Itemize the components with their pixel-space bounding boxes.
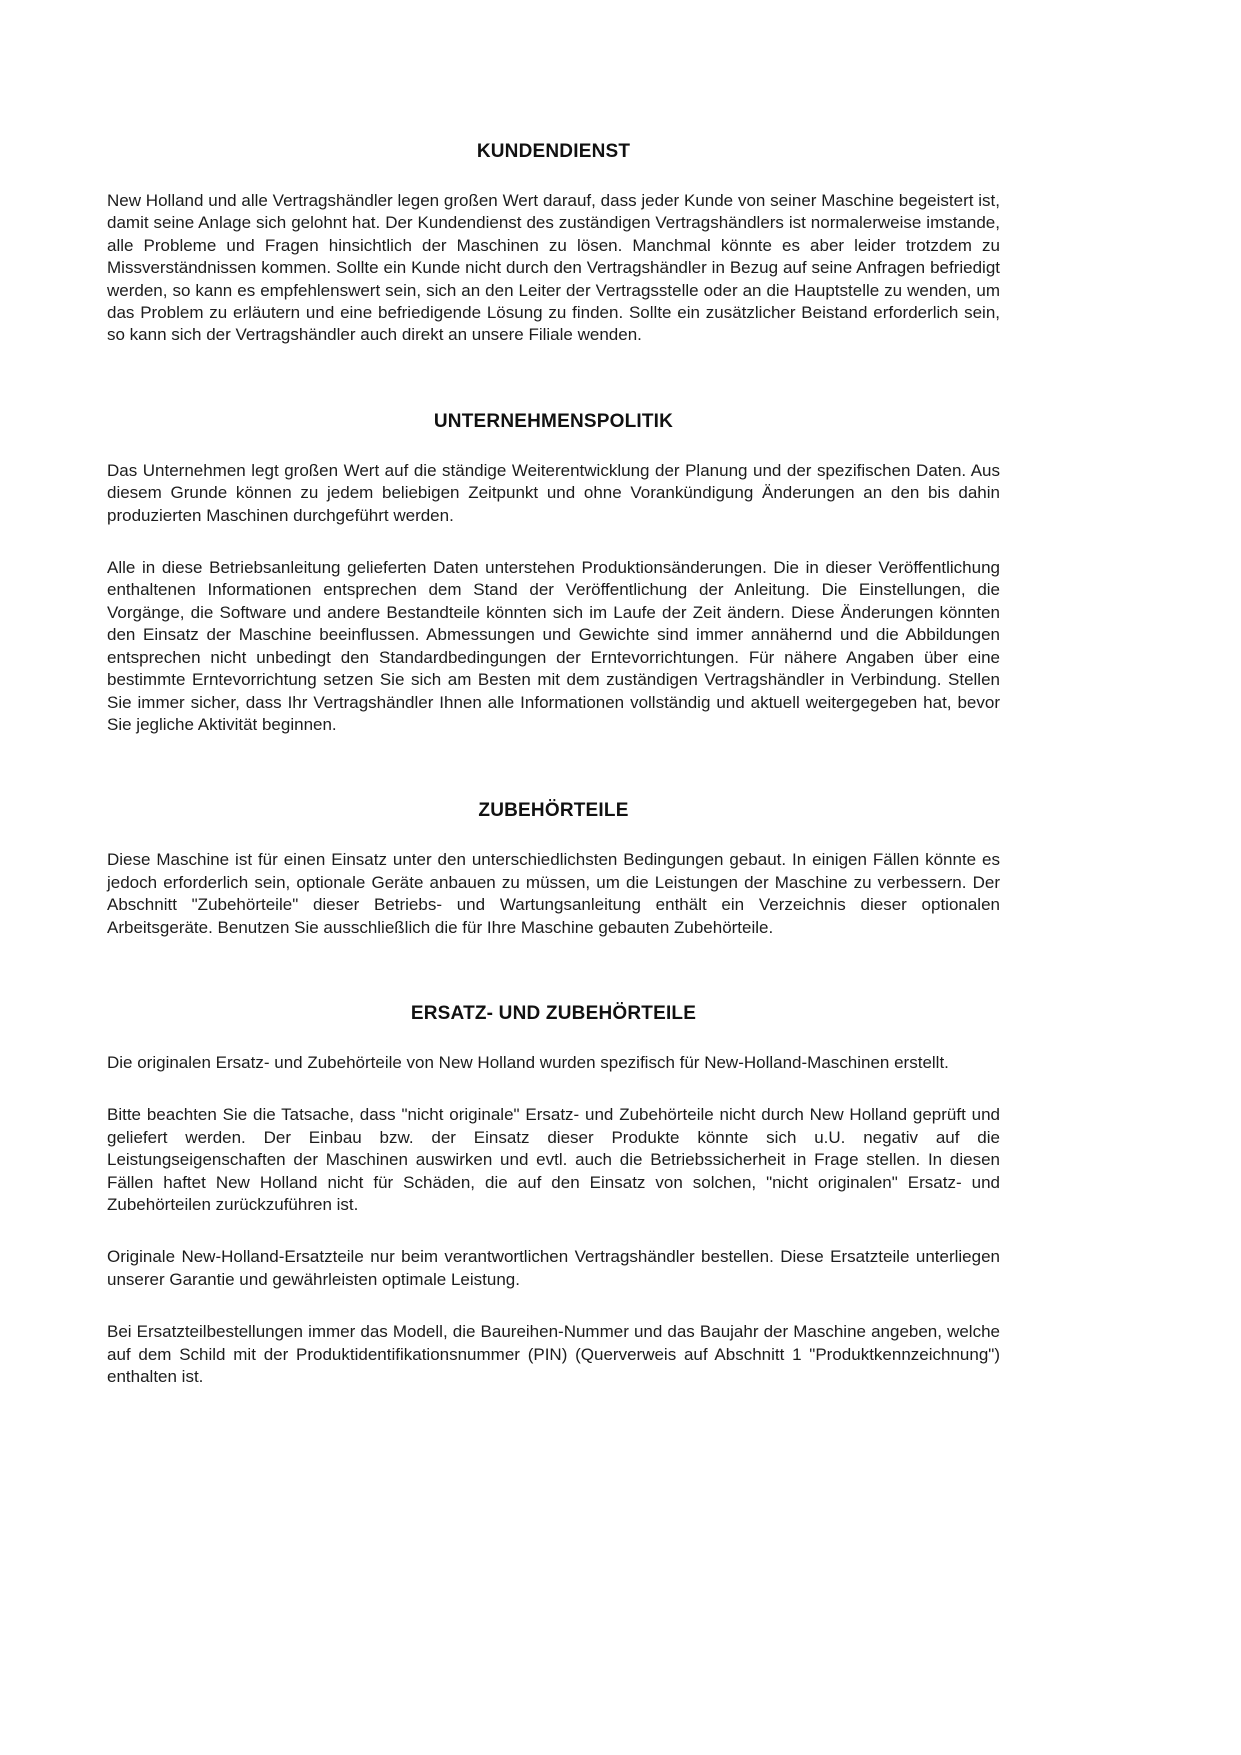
body-paragraph: Das Unternehmen legt großen Wert auf die ständige Weiterentwicklung der Planung und der spezifischen Daten. Aus diesem Grunde können zu jedem beliebigen Zeitpunkt und ohne Vorankündigung Änderungen an den bis dahin produzierten Maschinen durchgeführt werden. bbox=[107, 460, 1000, 525]
body-paragraph: Die originalen Ersatz- und Zubehörteile von New Holland wurden spezifisch für New-Holland-Maschinen erstellt. bbox=[107, 1052, 949, 1072]
section-kundendienst bbox=[107, 141, 1000, 347]
section-heading-ersatz-und-zubehoerteile: ERSATZ- UND ZUBEHÖRTEILE bbox=[410, 1002, 697, 1024]
section-heading-unternehmenspolitik: UNTERNEHMENSPOLITIK bbox=[433, 410, 674, 432]
body-paragraph: Bitte beachten Sie die Tatsache, dass "nicht originale" Ersatz- und Zubehörteile nicht durch New Holland geprüft und geliefert werden. Der Einbau bzw. der Einsatz dieser Produkte könnte sich u.U. negativ auf die Leistungseigenschaften der Maschinen auswirken und evtl. auch die Betriebssicherheit in Frage stellen. In diesen Fällen haftet New Holland nicht für Schäden, die auf den Einsatz von solchen, "nicht originalen" Ersatz- und Zubehörteilen zurückzuführen ist. bbox=[107, 1105, 1000, 1214]
section-heading-zubehoerteile: ZUBEHÖRTEILE bbox=[478, 800, 629, 822]
body-paragraph: Alle in diese Betriebsanleitung gelieferten Daten unterstehen Produktionsänderungen. Die in dieser Veröffentlichung enthaltenen Informationen entsprechen dem Stand der Veröffentlichung der Anleitung. Die Einstellungen, die Vorgänge, die Software und andere Bestandteile könnten sich im Laufe der Zeit ändern. Diese Änderungen könnten den Einsatz der Maschine beeinflussen. Abmessungen und Gewichte sind immer annähernd und die Abbildungen entsprechen nicht unbedingt den Standardbedingungen der Erntevorrichtungen. Für nähere Angaben über eine bestimmte Erntevorrichtung setzen Sie sich am Besten mit dem zuständigen Vertragshändler in Verbindung. Stellen Sie immer sicher, dass Ihr Vertragshändler Ihnen alle Informationen vollständig und aktuell weitergegeben hat, bevor Sie jegliche Aktivität beginnen. bbox=[107, 558, 1000, 734]
body-paragraph: Diese Maschine ist für einen Einsatz unter den unterschiedlichsten Bedingungen gebaut. In einigen Fällen könnte es jedoch erforderlich sein, optionale Geräte anbauen zu müssen, um die Leistungen der Maschine zu verbessern. Der Abschnitt "Zubehörteile" dieser Betriebs- und Wartungsanleitung enthält ein Verzeichnis dieser optionalen Arbeitsgeräte. Benutzen Sie ausschließlich die für Ihre Maschine gebauten Zubehörteile. bbox=[107, 850, 1000, 937]
section-unternehmenspolitik bbox=[107, 411, 1000, 736]
body-paragraph: Bei Ersatzteilbestellungen immer das Modell, die Baureihen-Nummer und das Baujahr der Maschine angeben, welche auf dem Schild mit der Produktidentifikationsnummer (PIN) (Querverweis auf Abschnitt 1 "Produktkennzeichnung") enthalten ist. bbox=[107, 1322, 1000, 1386]
body-paragraph: New Holland und alle Vertragshändler legen großen Wert darauf, dass jeder Kunde von seiner Maschine begeistert ist, damit seine Anlage sich gelohnt hat. Der Kundendienst des zuständigen Vertragshändlers ist normalerweise imstande, alle Probleme und Fragen hinsichtlich der Maschinen zu lösen. Manchmal könnte es aber leider trotzdem zu Missverständnissen kommen. Sollte ein Kunde nicht durch den Vertragshändler in Bezug auf seine Anfragen befriedigt werden, so kann es empfehlenswert sein, sich an den Leiter der Vertragsstelle oder an die Hauptstelle zu wenden, um das Problem zu erläutern und eine befriedigende Lösung zu finden. Sollte ein zusätzlicher Beistand erforderlich sein, so kann sich der Vertragshändler auch direkt an unsere Filiale wenden. bbox=[107, 191, 1000, 345]
body-paragraph: Originale New-Holland-Ersatzteile nur beim verantwortlichen Vertragshändler bestellen. Diese Ersatzteile unterliegen unserer Garantie und gewährleisten optimale Leistung. bbox=[107, 1247, 1000, 1289]
section-zubehoerteile bbox=[107, 800, 1000, 939]
section-heading-kundendienst: KUNDENDIENST bbox=[476, 141, 631, 162]
section-ersatz-und-zubehoerteile bbox=[107, 1003, 1000, 1388]
